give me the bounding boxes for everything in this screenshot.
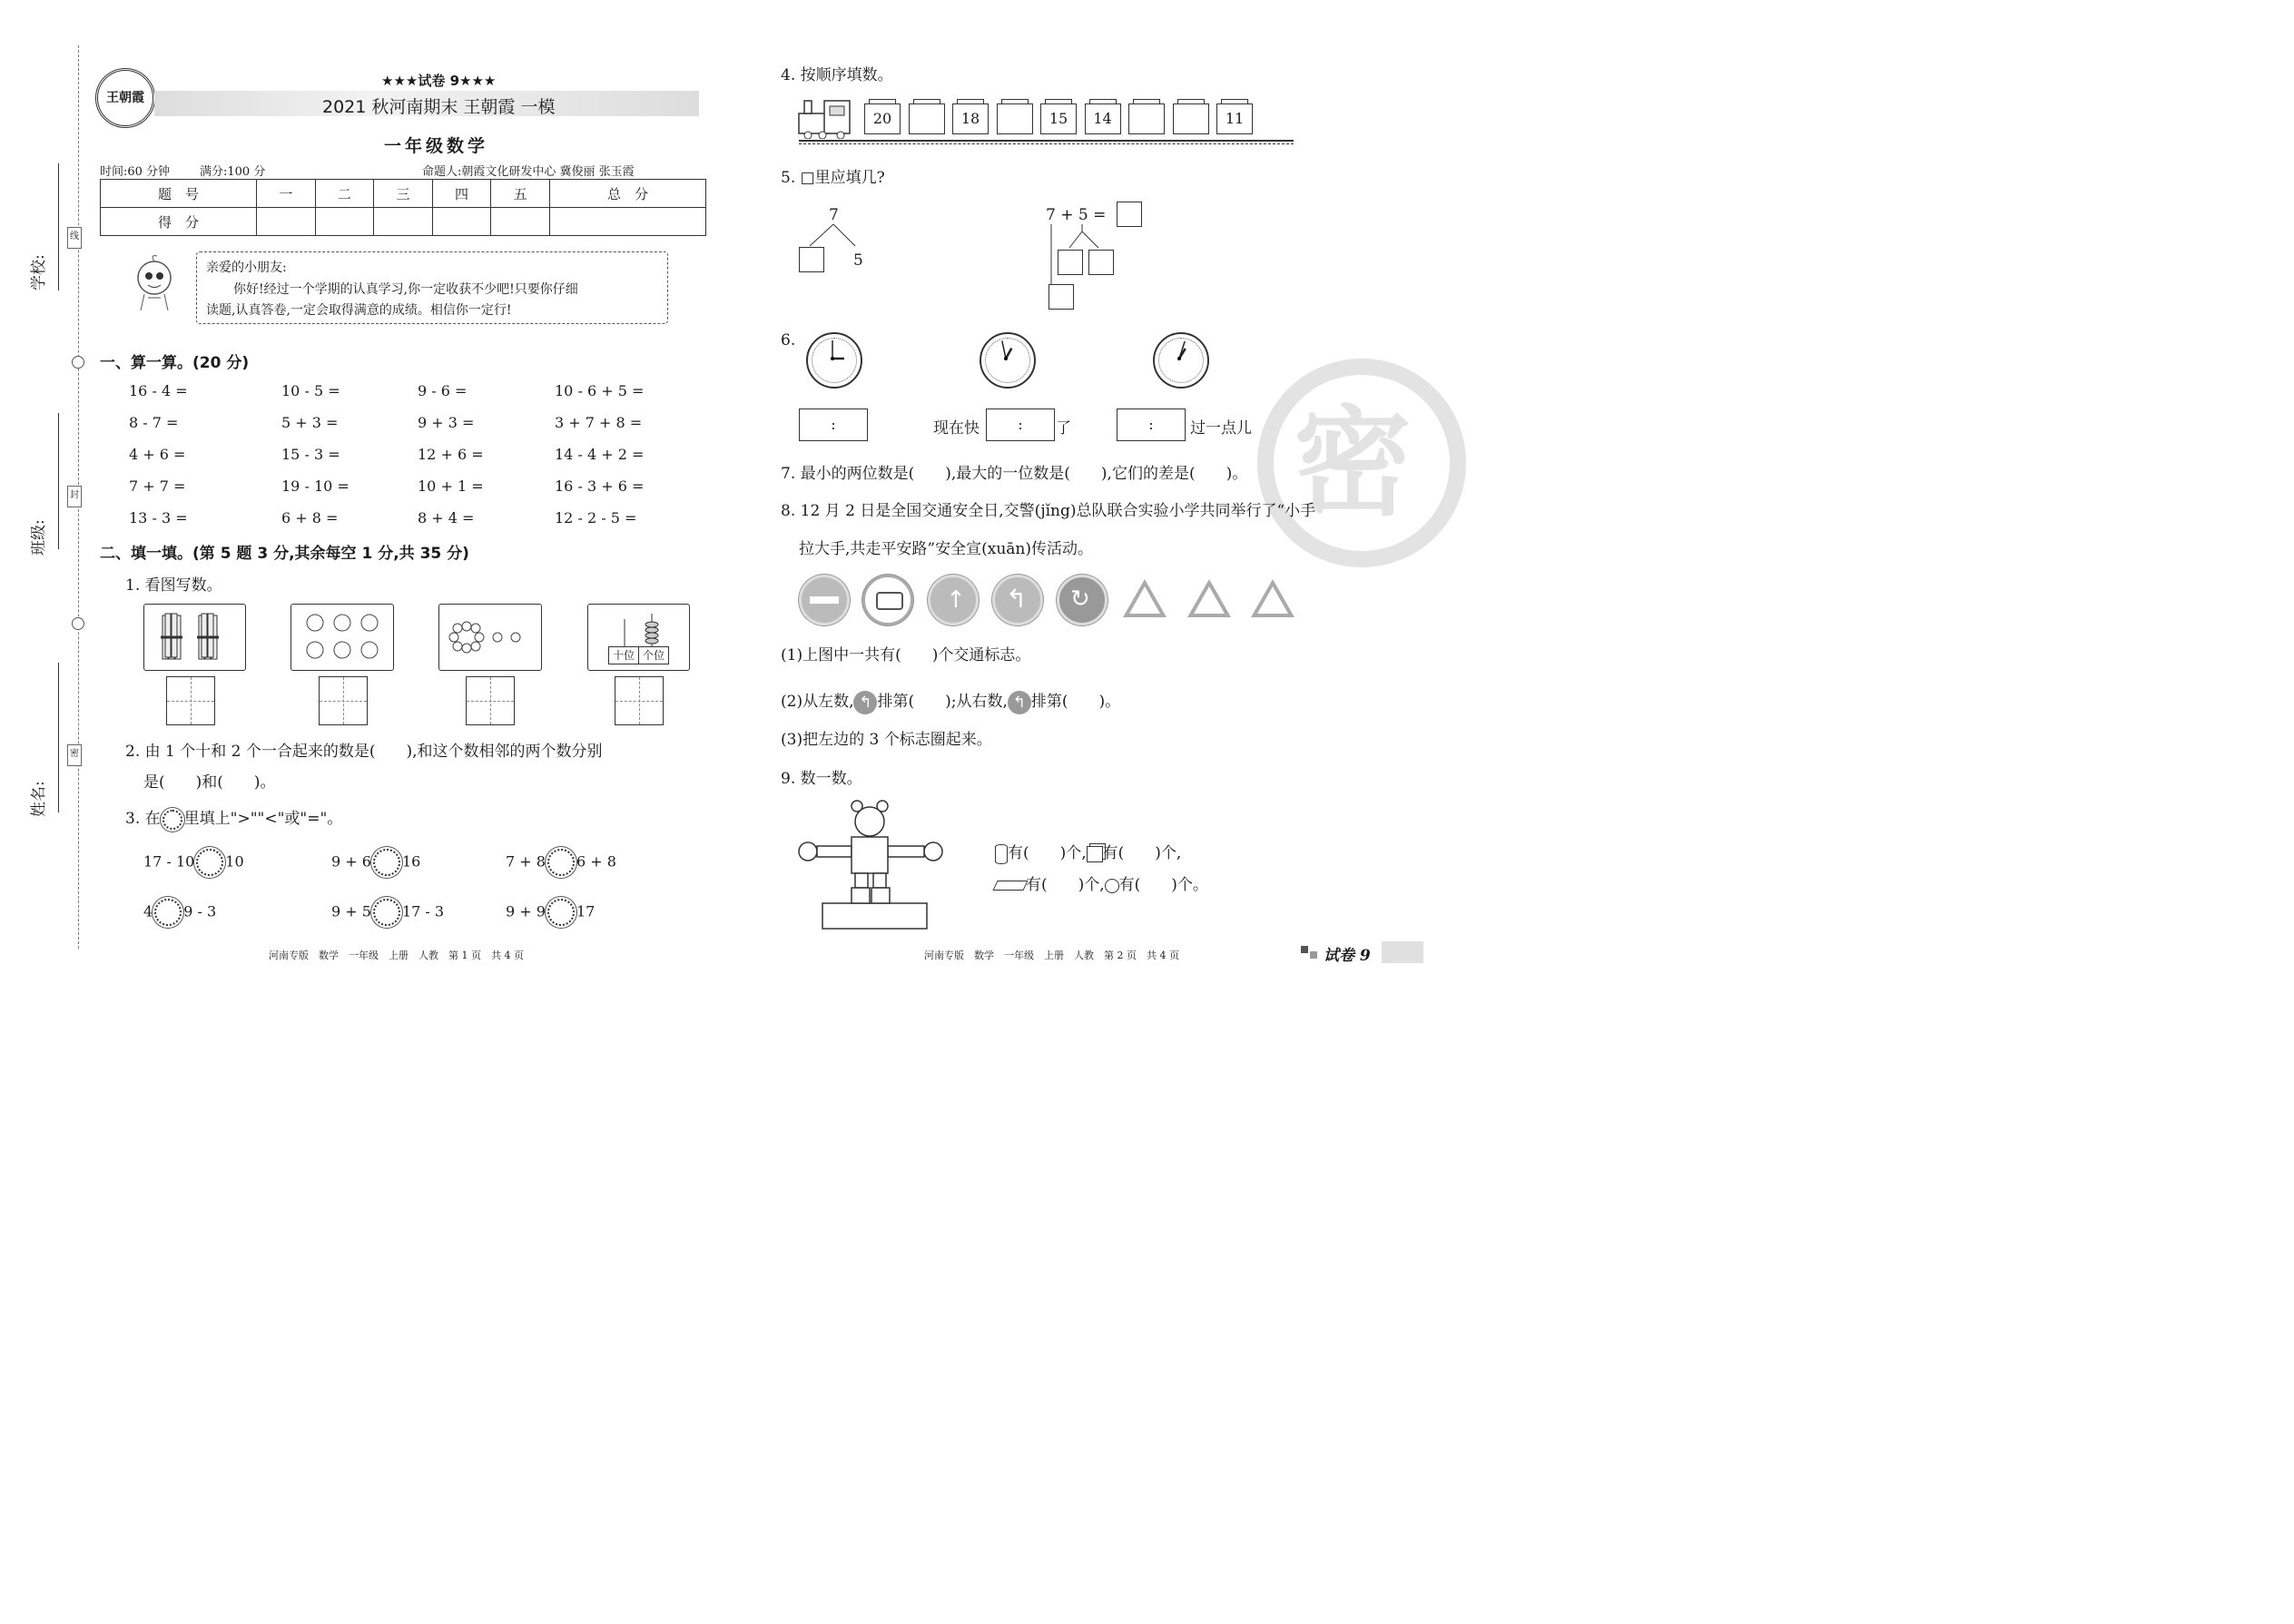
train-car-number: 14 — [1085, 103, 1121, 134]
clock-face-icon — [806, 332, 862, 389]
q1-picture-beads — [438, 604, 542, 671]
time-colon: : — [831, 416, 836, 433]
compare-circle-icon[interactable] — [373, 899, 400, 926]
class-label: 班级: — [30, 519, 48, 556]
exam-full-score: 满分:100 分 — [200, 165, 266, 179]
q5-split-top: 7 — [829, 206, 839, 224]
arithmetic-problem: 9 - 6 = — [418, 382, 468, 399]
score-header-cell: 三 — [374, 180, 433, 208]
score-row-label: 得 分 — [101, 208, 257, 236]
mascot-icon — [132, 254, 177, 318]
binding-hole — [72, 617, 84, 630]
bead-ring-icon — [439, 605, 541, 670]
turn-left-sign-icon: ↰ — [992, 575, 1043, 625]
brand-logo: 王朝霞 — [95, 68, 155, 128]
q5-answer-box[interactable] — [1088, 250, 1114, 275]
arithmetic-problem: 16 - 4 = — [129, 382, 188, 399]
q5-equation: 7 + 5 = — [1046, 206, 1107, 224]
arithmetic-problem: 3 + 7 + 8 = — [555, 414, 643, 431]
arithmetic-problem: 12 + 6 = — [418, 446, 484, 463]
compare-left: 4 — [143, 902, 153, 920]
q3-prompt-text: 里填上">""<"或"="。 — [183, 810, 343, 828]
footer-tag: 试卷 9 — [1324, 947, 1371, 965]
q2-line: 2. 由 1 个十和 2 个一合起来的数是( ),和这个数相邻的两个数分别 — [125, 743, 603, 761]
compare-right: 17 — [576, 902, 596, 920]
arithmetic-problem: 8 + 4 = — [418, 509, 475, 527]
q6-time-box[interactable] — [1117, 408, 1186, 441]
q8-sub2-text: 排第( )。 — [1030, 693, 1121, 711]
compare-item — [506, 899, 595, 926]
q5-prompt: 5. □里应填几? — [781, 169, 885, 187]
q6-label: 过一点儿 — [1190, 419, 1252, 438]
compare-right: 9 - 3 — [183, 902, 217, 920]
binding-hole — [72, 356, 84, 369]
train-car-number: 20 — [864, 103, 901, 134]
q5-answer-box[interactable] — [1049, 284, 1074, 310]
traffic-light-sign-icon — [1251, 579, 1295, 617]
score-cell[interactable] — [432, 208, 491, 236]
compare-circle-icon — [162, 810, 182, 830]
locomotive-icon — [797, 95, 853, 139]
q1-picture-abacus — [587, 604, 690, 671]
abacus-label-tens: 十位 — [608, 646, 639, 664]
q6-time-box[interactable] — [986, 408, 1055, 441]
turn-left-sign-icon: ↰ — [853, 691, 877, 714]
arithmetic-problem: 6 + 8 = — [281, 509, 339, 527]
compare-item — [506, 849, 616, 876]
q1-answer-grid[interactable] — [615, 676, 664, 725]
compare-right: 17 - 3 — [401, 902, 445, 920]
q7-line: 7. 最小的两位数是( ),最大的一位数是( ),它们的差是( )。 — [781, 465, 1248, 483]
t-junction-sign-icon — [1123, 579, 1167, 617]
arithmetic-problem: 4 + 6 = — [129, 446, 186, 463]
score-header-cell: 总 分 — [549, 180, 705, 208]
arithmetic-problem: 9 + 3 = — [418, 414, 475, 431]
compare-right: 16 — [401, 852, 421, 871]
turn-left-sign-icon: ↰ — [1008, 691, 1031, 714]
school-field[interactable] — [58, 163, 59, 290]
compare-item — [331, 849, 420, 876]
q1-answer-grid[interactable] — [166, 676, 215, 725]
q1-prompt: 1. 看图写数。 — [125, 576, 222, 595]
q9-row2 — [995, 871, 1208, 894]
footer-deco — [1310, 951, 1317, 959]
score-header-cell: 题 号 — [101, 180, 257, 208]
greeting-line: 你好!经过一个学期的认真学习,你一定收获不少吧!只要你仔细 — [233, 282, 578, 297]
q4-prompt: 4. 按顺序填数。 — [781, 66, 893, 84]
chick-icon — [291, 605, 393, 670]
train-car-number: 18 — [952, 103, 989, 134]
score-header-cell: 一 — [257, 180, 316, 208]
arithmetic-problem: 16 - 3 + 6 = — [555, 477, 645, 495]
cuboid-icon — [992, 881, 1028, 891]
subject-title: 一年级数学 — [384, 136, 489, 156]
clock-face-icon — [980, 332, 1036, 389]
exam-title: 2021 秋河南期末 王朝霞 一模 — [322, 97, 556, 117]
compare-circle-icon[interactable] — [547, 849, 575, 876]
class-field[interactable] — [58, 413, 59, 549]
cylinder-icon — [995, 844, 1008, 864]
footer-left: 河南专版 数学 一年级 上册 人教 第 1 页 共 4 页 — [269, 950, 524, 961]
school-label: 学校: — [30, 254, 48, 290]
compare-left: 9 + 9 — [506, 902, 546, 920]
q8-sub3: (3)把左边的 3 个标志圈起来。 — [781, 731, 992, 749]
train-car-number: 11 — [1216, 103, 1253, 134]
q5-answer-box[interactable] — [1058, 250, 1083, 275]
q8-line: 拉大手,共走平安路”安全宣(xuān)传活动。 — [799, 540, 1093, 558]
q5-split-part: 5 — [853, 251, 863, 270]
time-colon: : — [1018, 416, 1023, 433]
train-car-blank[interactable] — [1173, 103, 1209, 134]
abacus-label-ones: 个位 — [638, 646, 669, 664]
secret-seal-watermark — [1257, 359, 1466, 567]
score-table — [100, 179, 706, 236]
arithmetic-problem: 5 + 3 = — [281, 414, 339, 431]
compare-left: 7 + 8 — [506, 852, 546, 871]
compare-circle-icon[interactable] — [154, 899, 182, 926]
paper-badge: ★★★试卷 9★★★ — [381, 73, 497, 89]
compare-circle-icon[interactable] — [196, 849, 223, 876]
straight-ahead-sign-icon: ↑ — [928, 575, 979, 625]
arithmetic-problem: 13 - 3 = — [129, 509, 188, 527]
arithmetic-problem: 8 - 7 = — [129, 414, 179, 431]
q1-answer-grid[interactable] — [466, 676, 515, 725]
robot-figure-icon — [797, 799, 947, 930]
q8-sub1: (1)上图中一共有( )个交通标志。 — [781, 646, 1031, 664]
score-header-cell: 二 — [315, 180, 374, 208]
q1-picture-sticks — [143, 604, 246, 671]
greeting-line: 读题,认真答卷,一定会取得满意的成绩。相信你一定行! — [206, 303, 512, 318]
arithmetic-problem: 19 - 10 = — [281, 477, 350, 495]
q3-prompt-text: 3. 在 — [125, 810, 161, 828]
compare-left: 17 - 10 — [143, 852, 195, 871]
compare-right: 10 — [225, 852, 244, 871]
secret-seal-text: 密 — [1294, 394, 1413, 532]
q9-row1 — [995, 840, 1181, 864]
score-cell[interactable] — [315, 208, 374, 236]
q8-sub2-text: 排第( );从右数, — [877, 693, 1008, 711]
q1-picture-chicks — [290, 604, 394, 671]
compare-left: 9 + 5 — [331, 902, 371, 920]
train-car-blank[interactable] — [909, 103, 945, 134]
train-car-number: 15 — [1040, 103, 1077, 134]
q6-prompt: 6. — [781, 331, 796, 349]
stick-bundle-icon — [144, 605, 245, 670]
name-label: 姓名: — [30, 781, 48, 817]
greeting-box — [196, 251, 668, 324]
q9-count-text: 有( )个, — [1026, 876, 1105, 894]
arithmetic-problem: 15 - 3 = — [281, 446, 340, 463]
train-car-blank[interactable] — [1128, 103, 1165, 134]
score-cell[interactable] — [374, 208, 433, 236]
q6-label: 现在快 — [933, 419, 980, 438]
name-field[interactable] — [58, 663, 59, 812]
clock-face-icon — [1153, 332, 1209, 389]
greeting-line: 亲爱的小朋友: — [206, 261, 287, 275]
q6-time-box[interactable] — [799, 408, 868, 441]
score-header-cell: 四 — [432, 180, 491, 208]
footer-deco — [1301, 946, 1308, 953]
score-cell[interactable] — [549, 208, 705, 236]
binding-mark-secret: 密 — [67, 744, 82, 766]
train-car-blank[interactable] — [997, 103, 1033, 134]
q8-sub2-text: (2)从左数, — [781, 693, 854, 711]
binding-mark-line: 线 — [67, 227, 82, 249]
exam-time: 时间:60 分钟 — [100, 165, 171, 179]
footer-bar — [1382, 941, 1423, 963]
q9-count-text: 有( )个。 — [1118, 876, 1208, 894]
compare-circle-icon[interactable] — [547, 899, 575, 926]
arithmetic-problem: 10 - 5 = — [281, 382, 340, 399]
q9-prompt: 9. 数一数。 — [781, 770, 862, 788]
no-entry-sign-icon — [799, 575, 850, 625]
q8-sub2 — [781, 688, 1120, 714]
score-cell[interactable] — [491, 208, 550, 236]
q8-line: 8. 12 月 2 日是全国交通安全日,交警(jǐng)总队联合实验小学共同举行了“小手 — [781, 502, 1316, 520]
arithmetic-problem: 12 - 2 - 5 = — [555, 509, 637, 527]
section1-title: 一、算一算。(20 分) — [100, 354, 250, 372]
arithmetic-problem: 7 + 7 = — [129, 477, 186, 495]
arithmetic-problem: 10 + 1 = — [418, 477, 484, 495]
compare-item — [143, 899, 216, 926]
time-colon: : — [1148, 416, 1154, 433]
train-rail — [799, 143, 1294, 144]
y-junction-sign-icon — [1187, 579, 1231, 617]
score-header-cell: 五 — [491, 180, 550, 208]
footer-right: 河南专版 数学 一年级 上册 人教 第 2 页 共 4 页 — [924, 950, 1179, 961]
train-rail — [799, 140, 1294, 142]
q9-count-text: 有( )个, — [1102, 844, 1182, 862]
compare-left: 9 + 6 — [331, 852, 371, 871]
arithmetic-problem: 14 - 4 + 2 = — [555, 446, 645, 463]
q3-prompt — [125, 805, 342, 830]
compare-item — [143, 849, 244, 876]
no-vehicles-sign-icon — [862, 575, 913, 625]
sphere-icon — [1105, 879, 1119, 893]
arithmetic-problem: 10 - 6 + 5 = — [555, 382, 645, 399]
roundabout-sign-icon: ↻ — [1057, 575, 1108, 625]
section2-title: 二、填一填。(第 5 题 3 分,其余每空 1 分,共 35 分) — [100, 545, 469, 563]
compare-right: 6 + 8 — [576, 852, 616, 871]
cube-icon — [1087, 846, 1103, 862]
q6-label: 了 — [1056, 419, 1071, 438]
q9-count-text: 有( )个, — [1008, 844, 1087, 862]
compare-circle-icon[interactable] — [373, 849, 400, 876]
exam-authors: 命题人:朝霞文化研发中心 冀俊丽 张玉霞 — [422, 165, 635, 179]
q2-line: 是( )和( )。 — [143, 773, 276, 792]
q5-split-lines — [799, 222, 871, 250]
compare-item — [331, 899, 444, 926]
score-cell[interactable] — [257, 208, 316, 236]
binding-mark-seal: 封 — [67, 486, 82, 507]
q5-answer-box[interactable] — [799, 247, 824, 272]
q1-answer-grid[interactable] — [319, 676, 368, 725]
